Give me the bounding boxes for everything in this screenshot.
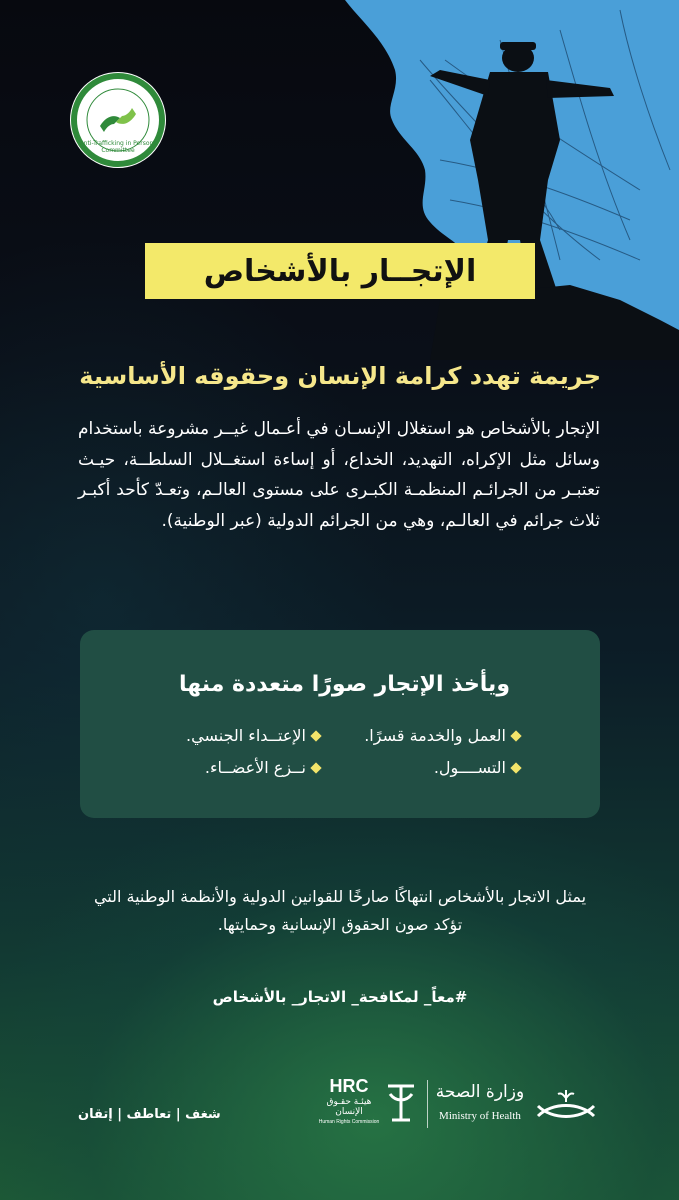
hrc-logo: [318, 1076, 420, 1130]
forms-box: [80, 630, 600, 818]
title-banner: [145, 243, 535, 299]
list-item: [205, 758, 320, 777]
list-item-label: نــزع الأعضــاء.: [204, 758, 306, 777]
list-item-label: التســــول.: [433, 758, 506, 777]
moh-name-ar: وزارة الصحة: [435, 1082, 525, 1102]
diamond-bullet-icon: [510, 762, 521, 773]
list-item-label: العمل والخدمة قسرًا.: [364, 726, 506, 745]
list-item: [434, 758, 520, 777]
hero-illustration: [0, 0, 679, 360]
values-tagline: شغف | تعاطف | إتقان: [78, 1107, 221, 1122]
hrc-name-en: Human Rights Commission: [318, 1119, 380, 1125]
moh-name-en: Ministry of Health: [439, 1110, 521, 1122]
hrc-name-ar: هيئـة حقـوق الإنسان: [326, 1097, 372, 1117]
hashtag: #معاً_ لمكافحة_ الاتجار_ بالأشخاص: [212, 988, 468, 1006]
diamond-bullet-icon: [310, 730, 321, 741]
committee-logo-text: Anti-Trafficking in Persons Committee: [79, 140, 157, 154]
definition-paragraph: الإتجار بالأشخاص هو استغلال الإنسـان في أعـمال غيــر مشروعة باستخدام وسائل مثل الإكراه، التهديد، الخداع، أو إساءة استغــلال السلطــة، حيـث تعتبـر من الجرائـم المنظمـة الكبـرى على مستوى العالـم، وتعـدّ كأحد أكبـر ثلاث جرائم في العالـم، وهي من الجرائم الدولية (عبر الوطنية).: [78, 419, 600, 531]
forms-heading: ويأخذ الإتجار صورًا متعددة منها: [178, 672, 510, 697]
diamond-bullet-icon: [310, 762, 321, 773]
list-item-label: الإعتــداء الجنسي.: [186, 726, 306, 745]
list-item: [364, 726, 520, 745]
subtitle: جريمة تهدد كرامة الإنسان وحقوقه الأساسية: [79, 362, 601, 390]
hrc-emblem-icon: [384, 1080, 418, 1126]
page-title: الإتجــار بالأشخاص: [203, 253, 477, 289]
logo-divider: [427, 1080, 428, 1128]
committee-logo: [70, 72, 166, 168]
closing-statement: يمثل الاتجار بالأشخاص انتهاكًا صارخًا للقوانين الدولية والأنظمة الوطنية التي تؤكد صون الحقوق الإنسانية وحمايتها.: [93, 887, 587, 934]
palm-swords-emblem-icon: [532, 1086, 600, 1124]
hrc-abbr: HRC: [329, 1076, 369, 1096]
list-item: [186, 726, 320, 745]
diamond-bullet-icon: [510, 730, 521, 741]
moh-logo: [434, 1080, 604, 1130]
